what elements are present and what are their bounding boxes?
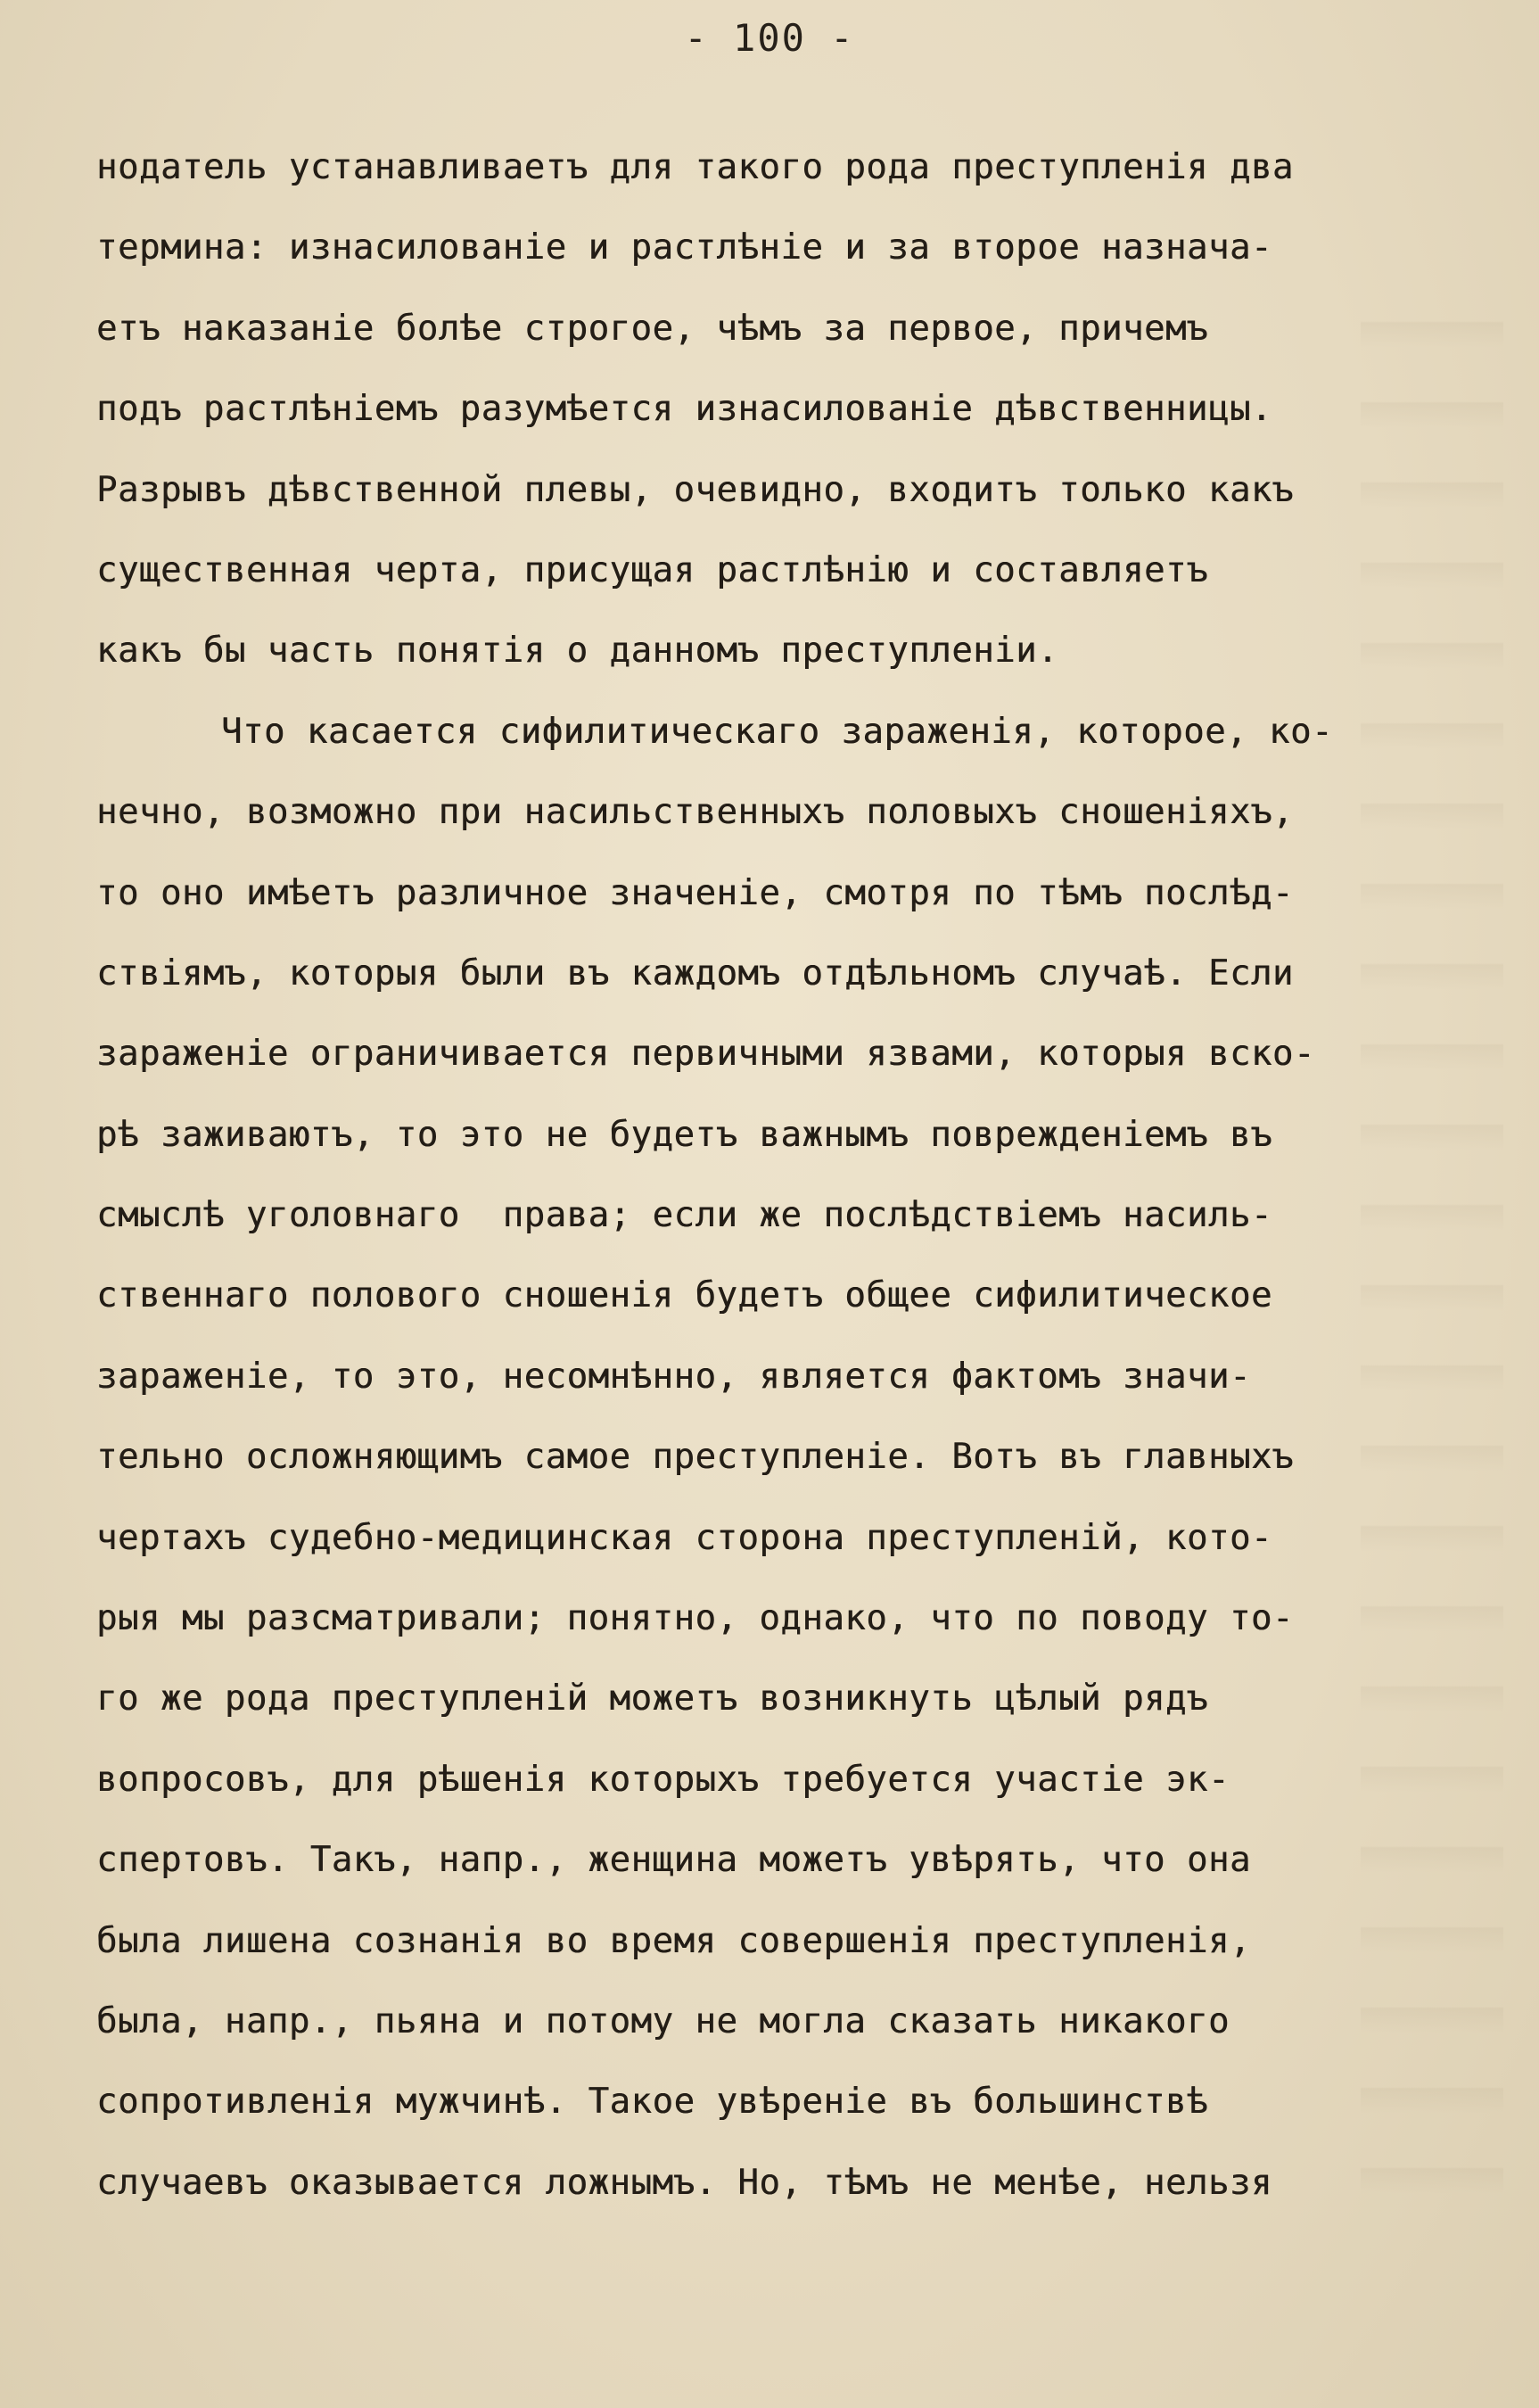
text-line: нодатель устанавливаетъ для такого рода преступленія два (96, 147, 1294, 187)
text-line: го же рода преступленій можетъ возникнуть цѣлый рядъ (96, 1678, 1208, 1719)
text-line: ственнаго полового сношенія будетъ общее сифилитическое (96, 1275, 1272, 1316)
text-line: ствіямъ, которыя были въ каждомъ отдѣльномъ случаѣ. Если (96, 952, 1294, 994)
text-line: чертахъ судебно-медицинская сторона преступленій, кото- (96, 1517, 1272, 1558)
text-line: была, напр., пьяна и потому не могла сказать никакого (96, 2000, 1230, 2041)
text-line: термина: изнасилованіе и растлѣніе и за второе назнача- (96, 227, 1272, 268)
text-line: рыя мы разсматривали; понятно, однако, что по поводу то- (96, 1598, 1294, 1639)
text-line: етъ наказаніе болѣе строгое, чѣмъ за первое, причемъ (96, 308, 1208, 349)
text-line: нечно, возможно при насильственныхъ половыхъ сношеніяхъ, (96, 792, 1294, 833)
text-line: то оно имѣетъ различное значеніе, смотря по тѣмъ послѣд- (96, 872, 1294, 913)
text-line: вопросовъ, для рѣшенія которыхъ требуется участіе эк- (96, 1759, 1230, 1800)
text-line: сопротивленія мужчинѣ. Такое увѣреніе въ большинствѣ (96, 2082, 1208, 2123)
text-line: зараженіе ограничивается первичными язвами, которыя вско- (96, 1034, 1315, 1075)
paragraph-first-line: Что касается сифилитическаго зараженія, которое, ко- (221, 711, 1333, 752)
text-line: существенная черта, присущая растлѣнію и составляетъ (96, 549, 1208, 590)
page-number: - 100 - (684, 16, 855, 60)
text-line: была лишена сознанія во время совершенія преступленія, (96, 1920, 1251, 1961)
text-line: тельно осложняющимъ самое преступленіе. Вотъ въ главныхъ (96, 1437, 1294, 1478)
text-line: случаевъ оказывается ложнымъ. Но, тѣмъ не менѣе, нельзя (96, 2162, 1272, 2203)
body-text (96, 128, 1487, 2223)
text-line: рѣ заживаютъ, то это не будетъ важнымъ поврежденіемъ въ (96, 1114, 1272, 1155)
text-line: подъ растлѣніемъ разумѣется изнасилованіе дѣвственницы. (96, 389, 1272, 430)
text-line: какъ бы часть понятія о данномъ преступленіи. (96, 631, 1059, 672)
text-line: спертовъ. Такъ, напр., женщина можетъ увѣрять, что она (96, 1840, 1251, 1881)
text-line: Разрывъ дѣвственной плевы, очевидно, входитъ только какъ (96, 469, 1294, 510)
text-line: зараженіе, то это, несомнѣнно, является фактомъ значи- (96, 1356, 1251, 1397)
text-line: смыслѣ уголовнаго права; если же послѣдствіемъ насиль- (96, 1195, 1272, 1236)
